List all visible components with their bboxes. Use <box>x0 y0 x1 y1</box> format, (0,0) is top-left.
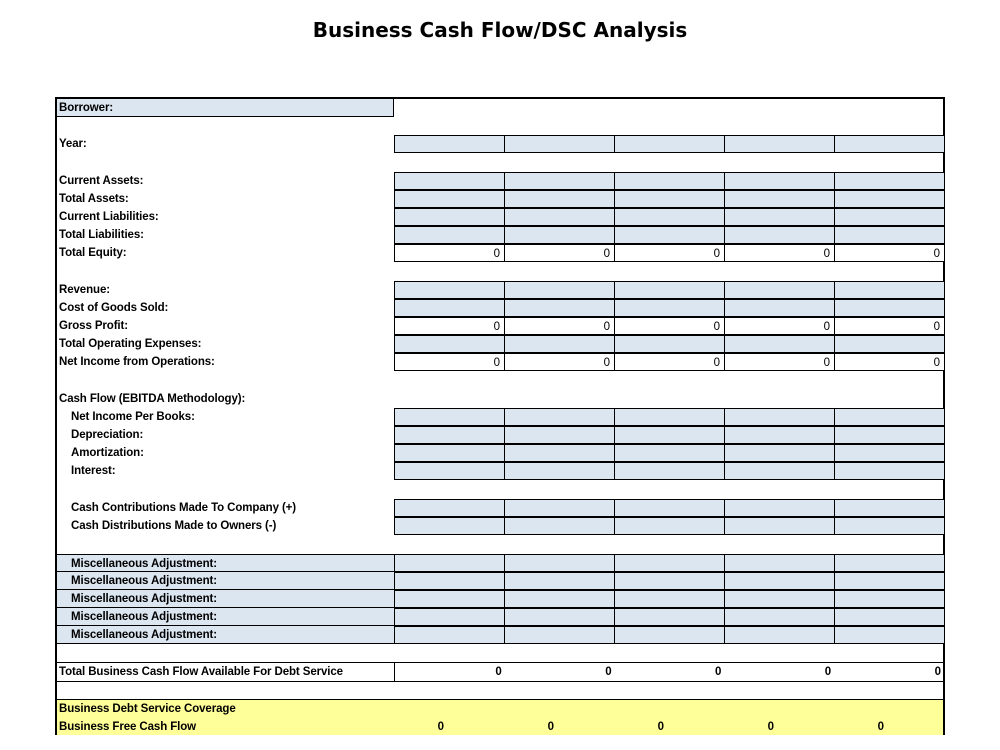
ebitda-row <box>57 426 943 444</box>
value-cell[interactable] <box>834 426 945 444</box>
free-cash-flow-value: 0 <box>547 721 554 733</box>
income-label: Total Operating Expenses: <box>59 338 202 350</box>
income-label: Net Income from Operations: <box>59 356 215 368</box>
value-cell[interactable] <box>394 408 505 426</box>
income-label: Cost of Goods Sold: <box>59 302 169 314</box>
value-cell[interactable] <box>504 226 615 244</box>
value-cell[interactable] <box>504 499 615 517</box>
value-cell[interactable] <box>614 444 725 462</box>
page-title: Business Cash Flow/DSC Analysis <box>312 18 688 42</box>
computed-cell: 0 <box>834 317 945 335</box>
value-cell[interactable] <box>504 608 615 626</box>
balance-label: Total Liabilities: <box>59 229 144 241</box>
value-cell[interactable] <box>504 190 615 208</box>
value-cell[interactable] <box>394 590 505 608</box>
value-cell[interactable] <box>724 226 835 244</box>
value-cell[interactable] <box>724 554 835 572</box>
value-cell[interactable] <box>614 335 725 353</box>
value-cell[interactable] <box>834 462 945 480</box>
computed-cell: 0 <box>724 317 835 335</box>
computed-cell: 0 <box>504 244 615 262</box>
misc-adjustment-row <box>57 572 943 590</box>
value-cell[interactable] <box>504 281 615 299</box>
balance-label: Total Assets: <box>59 193 129 205</box>
ebitda-label: Net Income Per Books: <box>71 411 195 423</box>
value-cell[interactable] <box>394 626 505 644</box>
value-cell[interactable] <box>504 517 615 535</box>
cash-flow-header-row <box>57 390 943 408</box>
computed-cell: 0 <box>504 353 615 371</box>
year-cell[interactable] <box>394 135 505 153</box>
value-cell[interactable] <box>614 626 725 644</box>
ebitda-row <box>57 408 943 426</box>
value-cell[interactable] <box>394 517 505 535</box>
value-cell[interactable] <box>724 444 835 462</box>
value-cell[interactable] <box>504 408 615 426</box>
value-cell[interactable] <box>614 190 725 208</box>
value-cell[interactable] <box>394 226 505 244</box>
total-cash-flow-row <box>57 663 943 681</box>
free-cash-flow-label: Business Free Cash Flow <box>59 721 197 733</box>
income-row-cogs <box>57 299 943 317</box>
value-cell[interactable] <box>724 426 835 444</box>
total-cash-flow-value: 0 <box>394 663 506 681</box>
value-cell[interactable] <box>724 462 835 480</box>
balance-row-total-liabilities <box>57 226 943 244</box>
value-cell[interactable] <box>724 281 835 299</box>
dsc-row <box>57 700 943 718</box>
value-cell[interactable] <box>614 572 725 590</box>
value-cell[interactable] <box>614 226 725 244</box>
value-cell[interactable] <box>614 208 725 226</box>
balance-row-current-assets <box>57 172 943 190</box>
computed-cell: 0 <box>724 244 835 262</box>
balance-row-current-liabilities <box>57 208 943 226</box>
total-cash-flow-label: Total Business Cash Flow Available For Debt Service <box>59 666 343 678</box>
dsc-label: Business Debt Service Coverage <box>59 703 236 715</box>
value-cell[interactable] <box>614 590 725 608</box>
value-cell[interactable] <box>724 190 835 208</box>
balance-label: Current Assets: <box>59 175 144 187</box>
value-cell[interactable] <box>834 408 945 426</box>
value-cell[interactable] <box>394 462 505 480</box>
distribution-label: Cash Distributions Made to Owners (-) <box>71 520 277 532</box>
computed-cell: 0 <box>834 244 945 262</box>
value-cell[interactable] <box>394 608 505 626</box>
year-label: Year: <box>59 138 87 150</box>
value-cell[interactable] <box>724 335 835 353</box>
year-cell[interactable] <box>724 135 835 153</box>
value-cell[interactable] <box>834 572 945 590</box>
value-cell[interactable] <box>504 462 615 480</box>
value-cell[interactable] <box>614 426 725 444</box>
value-cell[interactable] <box>394 444 505 462</box>
value-cell[interactable] <box>504 554 615 572</box>
value-cell[interactable] <box>614 517 725 535</box>
total-cash-flow-value: 0 <box>934 666 941 678</box>
ebitda-row <box>57 462 943 480</box>
value-cell[interactable] <box>834 517 945 535</box>
value-cell[interactable] <box>834 444 945 462</box>
value-cell[interactable] <box>504 335 615 353</box>
value-cell[interactable] <box>724 608 835 626</box>
value-cell[interactable] <box>834 208 945 226</box>
balance-row-total-assets <box>57 190 943 208</box>
divider <box>57 681 943 682</box>
value-cell[interactable] <box>504 572 615 590</box>
value-cell[interactable] <box>504 426 615 444</box>
value-cell[interactable] <box>834 299 945 317</box>
computed-cell: 0 <box>394 353 505 371</box>
value-cell[interactable] <box>834 499 945 517</box>
year-cell[interactable] <box>614 135 725 153</box>
ebitda-label: Amortization: <box>71 447 144 459</box>
value-cell[interactable] <box>724 172 835 190</box>
total-cash-flow-value: 0 <box>714 666 722 678</box>
misc-adjustment-label[interactable]: Miscellaneous Adjustment: <box>57 608 394 626</box>
value-cell[interactable] <box>834 626 945 644</box>
value-cell[interactable] <box>394 172 505 190</box>
computed-cell: 0 <box>614 317 725 335</box>
computed-cell: 0 <box>504 317 615 335</box>
income-row-opex <box>57 335 943 353</box>
value-cell[interactable] <box>834 608 945 626</box>
value-cell[interactable] <box>394 554 505 572</box>
balance-label: Total Equity: <box>59 247 127 259</box>
free-cash-flow-value: 0 <box>767 721 774 733</box>
value-cell[interactable] <box>724 590 835 608</box>
value-cell[interactable] <box>724 626 835 644</box>
misc-adjustment-row <box>57 590 943 608</box>
misc-adjustment-label[interactable]: Miscellaneous Adjustment: <box>57 572 394 590</box>
value-cell[interactable] <box>724 499 835 517</box>
ebitda-row <box>57 444 943 462</box>
value-cell[interactable] <box>614 281 725 299</box>
total-cash-flow-value: 0 <box>824 666 832 678</box>
year-row <box>57 135 943 153</box>
value-cell[interactable] <box>394 499 505 517</box>
misc-adjustment-row <box>57 608 943 626</box>
year-cell[interactable] <box>834 135 945 153</box>
income-label: Revenue: <box>59 284 110 296</box>
value-cell[interactable] <box>834 172 945 190</box>
value-cell[interactable] <box>504 172 615 190</box>
value-cell[interactable] <box>834 554 945 572</box>
value-cell[interactable] <box>504 444 615 462</box>
value-cell[interactable] <box>504 590 615 608</box>
misc-adjustment-label[interactable]: Miscellaneous Adjustment: <box>57 590 394 608</box>
value-cell[interactable] <box>724 408 835 426</box>
free-cash-flow-value: 0 <box>877 721 884 733</box>
balance-label: Current Liabilities: <box>59 211 159 223</box>
value-cell[interactable] <box>394 335 505 353</box>
computed-cell: 0 <box>614 244 725 262</box>
misc-adjustment-row <box>57 626 943 644</box>
value-cell[interactable] <box>724 572 835 590</box>
value-cell[interactable] <box>834 281 945 299</box>
income-row-gross-profit <box>57 317 943 335</box>
value-cell[interactable] <box>614 554 725 572</box>
borrower-row <box>57 99 943 117</box>
value-cell[interactable] <box>614 608 725 626</box>
income-label: Gross Profit: <box>59 320 128 332</box>
ebitda-label: Interest: <box>71 465 116 477</box>
value-cell[interactable] <box>394 426 505 444</box>
misc-adjustment-label[interactable]: Miscellaneous Adjustment: <box>57 554 394 572</box>
year-cell[interactable] <box>504 135 615 153</box>
distribution-row <box>57 517 943 535</box>
value-cell[interactable] <box>724 517 835 535</box>
value-cell[interactable] <box>394 190 505 208</box>
value-cell[interactable] <box>504 208 615 226</box>
computed-cell: 0 <box>394 317 505 335</box>
value-cell[interactable] <box>614 462 725 480</box>
value-cell[interactable] <box>614 408 725 426</box>
contribution-row <box>57 499 943 517</box>
value-cell[interactable] <box>834 590 945 608</box>
total-cash-flow-value: 0 <box>605 666 612 678</box>
value-cell[interactable] <box>504 299 615 317</box>
value-cell[interactable] <box>614 299 725 317</box>
value-cell[interactable] <box>394 281 505 299</box>
computed-cell: 0 <box>614 353 725 371</box>
misc-adjustment-label[interactable]: Miscellaneous Adjustment: <box>57 626 394 644</box>
ebitda-label: Depreciation: <box>71 429 144 441</box>
value-cell[interactable] <box>394 299 505 317</box>
computed-cell: 0 <box>394 244 505 262</box>
value-cell[interactable] <box>614 172 725 190</box>
cash-flow-header: Cash Flow (EBITDA Methodology): <box>59 393 246 405</box>
income-row-net-income <box>57 353 943 371</box>
borrower-label[interactable]: Borrower: <box>57 99 394 117</box>
value-cell[interactable] <box>614 499 725 517</box>
value-cell[interactable] <box>394 572 505 590</box>
contribution-label: Cash Contributions Made To Company (+) <box>71 502 297 514</box>
misc-adjustment-row <box>57 554 943 572</box>
balance-row-total-equity <box>57 244 943 262</box>
free-cash-flow-value: 0 <box>657 721 664 733</box>
value-cell[interactable] <box>394 208 505 226</box>
free-cash-flow-value: 0 <box>437 721 444 733</box>
income-row-revenue <box>57 281 943 299</box>
value-cell[interactable] <box>834 226 945 244</box>
cash-flow-sheet <box>55 97 945 735</box>
computed-cell: 0 <box>724 353 835 371</box>
value-cell[interactable] <box>724 299 835 317</box>
value-cell[interactable] <box>724 208 835 226</box>
free-cash-flow-row <box>57 718 943 735</box>
value-cell[interactable] <box>834 335 945 353</box>
computed-cell: 0 <box>834 353 945 371</box>
value-cell[interactable] <box>504 626 615 644</box>
value-cell[interactable] <box>834 190 945 208</box>
